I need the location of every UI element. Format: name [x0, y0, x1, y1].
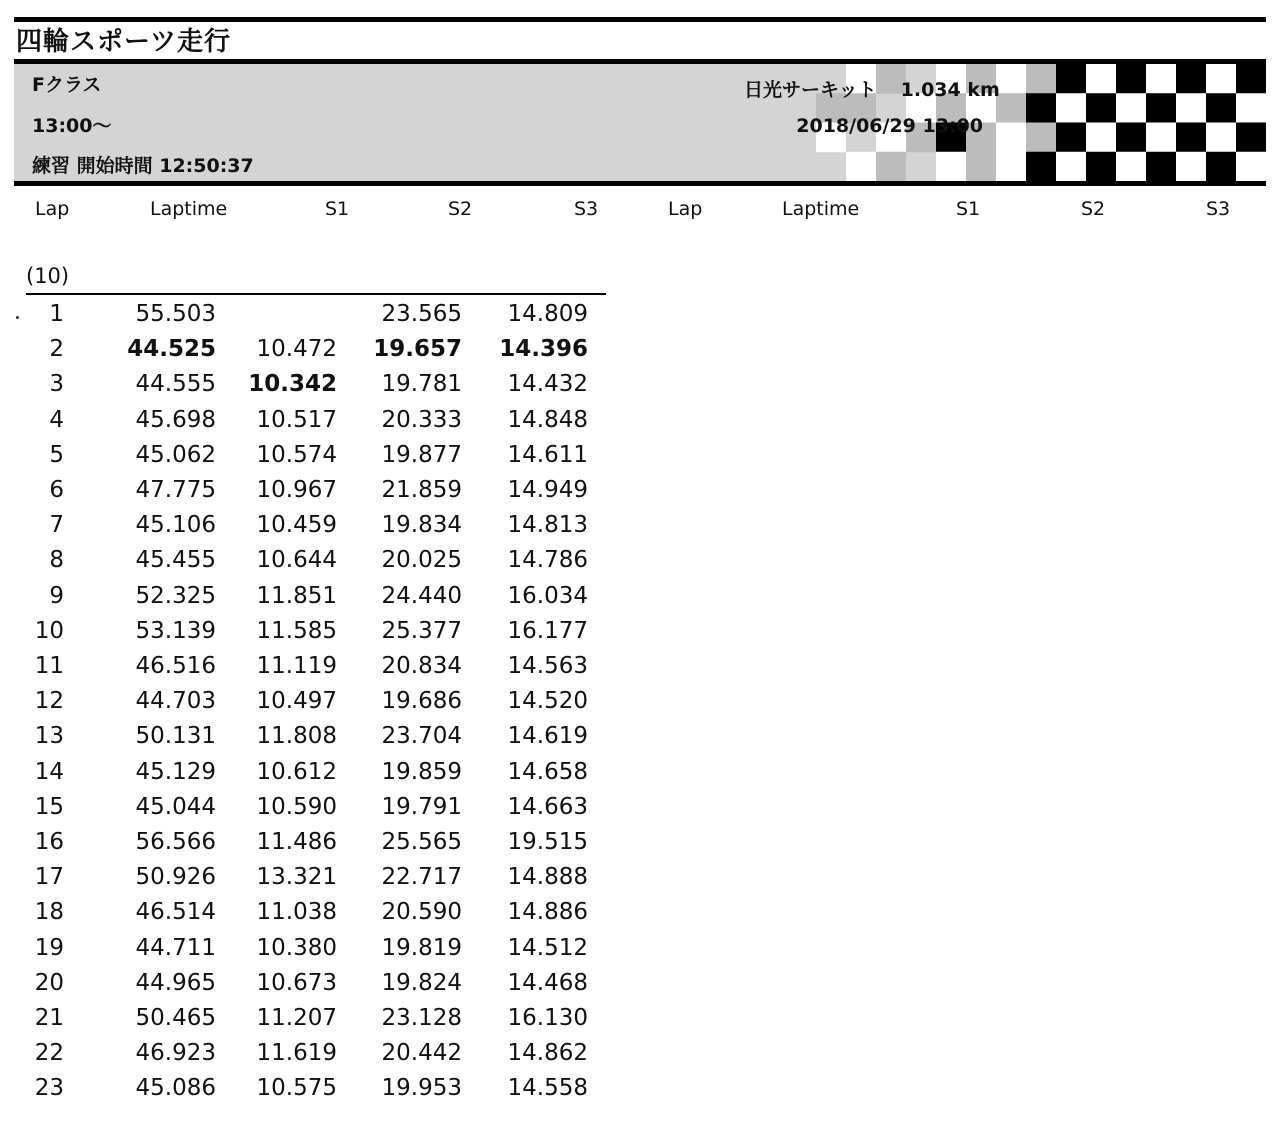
cell-laptime: 45.106 [135, 512, 216, 539]
cell-s3: 14.563 [507, 653, 588, 679]
circuit-info [744, 75, 1000, 102]
cell-lap: 4 [49, 406, 64, 433]
cell-s2: 25.565 [381, 829, 462, 855]
flag-square [846, 152, 876, 181]
flag-square [1146, 64, 1176, 94]
cell-s2: 20.025 [381, 547, 462, 574]
flag-square [1146, 152, 1176, 181]
flag-square [1206, 64, 1236, 94]
cell-lap: 8 [49, 547, 64, 574]
cell-s3: 14.468 [507, 969, 588, 996]
cell-s3: 16.034 [507, 582, 588, 609]
cell-s3: 14.619 [507, 723, 588, 750]
flag-square [1026, 64, 1056, 94]
cell-s1: 10.612 [256, 758, 337, 785]
cell-s1: 10.574 [256, 441, 337, 468]
start-time-label: 13:00〜 [32, 115, 112, 137]
cell-lap: 5 [49, 441, 64, 468]
cell-laptime: 55.503 [135, 301, 216, 327]
cell-s3: 14.786 [507, 547, 588, 574]
table-row [0, 649, 620, 684]
cell-s3: 14.520 [507, 688, 588, 715]
cell-s1: 11.619 [256, 1040, 337, 1067]
table-row [0, 790, 620, 825]
flag-square [1116, 64, 1146, 94]
cell-s3: 16.130 [507, 1005, 588, 1031]
flag-square [996, 64, 1026, 94]
cell-laptime: 44.555 [135, 371, 216, 398]
cell-lap: 23 [34, 1075, 64, 1102]
cell-s1: 13.321 [256, 864, 337, 891]
cell-s2: 19.824 [381, 969, 462, 996]
cell-s3: 14.658 [507, 758, 588, 785]
table-row [0, 579, 620, 614]
cell-s3: 19.515 [507, 829, 588, 855]
cell-s2: 19.834 [381, 512, 462, 539]
cell-s1: 11.038 [256, 899, 337, 926]
cell-s1: 10.673 [256, 969, 337, 996]
cell-s1: 10.472 [256, 336, 337, 363]
cell-lap: 22 [34, 1040, 64, 1067]
cell-s3: 14.862 [507, 1040, 588, 1067]
cell-laptime: 46.514 [135, 899, 216, 926]
cell-s2: 24.440 [381, 582, 462, 609]
col-header-s2-2: S2 [1081, 198, 1106, 220]
cell-lap: 15 [34, 793, 64, 820]
table-row [0, 825, 620, 860]
flag-square [1146, 93, 1176, 123]
flag-square [1056, 152, 1086, 181]
flag-square [1236, 93, 1266, 123]
flag-square [1236, 64, 1266, 94]
cell-s3: 14.558 [507, 1075, 588, 1102]
flag-square [966, 152, 996, 181]
cell-s2: 20.442 [381, 1040, 462, 1067]
cell-s2: 21.859 [381, 477, 462, 503]
cell-laptime: 53.139 [135, 617, 216, 644]
cell-s1: 10.517 [256, 406, 337, 433]
top-rule [14, 17, 1266, 22]
cell-laptime: 45.044 [135, 793, 216, 820]
cell-s1: 10.380 [256, 934, 337, 961]
flag-square [1056, 93, 1086, 123]
cell-lap: 14 [34, 758, 64, 785]
col-header-lap-2: Lap [668, 198, 703, 220]
cell-s2: 19.953 [381, 1075, 462, 1102]
cell-s1: 10.590 [256, 793, 337, 820]
table-row [0, 755, 620, 790]
flag-square [1206, 152, 1236, 181]
cell-s2: 19.657 [373, 336, 462, 363]
cell-lap: 10 [34, 617, 64, 644]
cell-lap: 9 [49, 582, 64, 609]
table-row [0, 473, 620, 508]
flag-square [1056, 123, 1086, 153]
table-row [0, 719, 620, 754]
cell-laptime: 45.062 [135, 441, 216, 468]
cell-lap: 13 [34, 723, 64, 750]
flag-square [1116, 123, 1146, 153]
cell-laptime: 46.516 [135, 653, 216, 679]
header-band [14, 59, 1266, 186]
flag-square [1176, 93, 1206, 123]
cell-s1: 10.644 [256, 547, 337, 574]
session-info: 練習 開始時間 12:50:37 [32, 155, 254, 177]
cell-s2: 25.377 [381, 617, 462, 644]
cell-s2: 20.333 [381, 406, 462, 433]
table-row [0, 543, 620, 578]
cell-s2: 19.781 [381, 371, 462, 398]
cell-laptime: 44.711 [135, 934, 216, 961]
cell-laptime: 56.566 [135, 829, 216, 855]
col-header-lap: Lap [35, 198, 70, 220]
flag-square [1026, 152, 1056, 181]
flag-square [1056, 64, 1086, 94]
cell-s1: 10.575 [256, 1075, 337, 1102]
cell-s3: 14.886 [507, 899, 588, 926]
cell-lap: 1 [49, 301, 64, 327]
flag-square [1086, 93, 1116, 123]
session-datetime: 2018/06/29 13:00 [796, 115, 983, 137]
table-row [0, 895, 620, 930]
cell-s2: 19.791 [381, 793, 462, 820]
col-header-s3-2: S3 [1206, 198, 1231, 220]
flag-square [1086, 152, 1116, 181]
page-title: 四輪スポーツ走行 [16, 27, 231, 57]
cell-s2: 23.704 [381, 723, 462, 750]
table-row [0, 1001, 620, 1036]
cell-lap: 11 [34, 653, 64, 679]
cell-laptime: 44.525 [127, 336, 216, 363]
table-row [0, 684, 620, 719]
flag-square [1086, 123, 1116, 153]
flag-square [1026, 93, 1056, 123]
cell-lap: 7 [49, 512, 64, 539]
flag-square [996, 93, 1026, 123]
table-row [0, 332, 620, 367]
cell-laptime: 52.325 [135, 582, 216, 609]
circuit-distance: 1.034 km [900, 79, 1000, 101]
group-rule [26, 293, 606, 295]
cell-s3: 14.396 [499, 336, 588, 363]
flag-square [1236, 152, 1266, 181]
flag-square [1176, 152, 1206, 181]
cell-s2: 20.834 [381, 653, 462, 679]
flag-square [1116, 93, 1146, 123]
table-row [0, 297, 620, 332]
cell-s1: 11.207 [256, 1005, 337, 1031]
cell-lap: 3 [49, 371, 64, 398]
class-name: Fクラス [32, 74, 102, 96]
cell-s1: 11.486 [256, 829, 337, 855]
cell-s3: 16.177 [507, 617, 588, 644]
group-label: (10) [26, 264, 70, 288]
cell-s1: 11.119 [256, 653, 337, 679]
table-row [0, 367, 620, 402]
cell-s1: 11.585 [256, 617, 337, 644]
flag-square [1236, 123, 1266, 153]
table-row [0, 438, 620, 473]
cell-s3: 14.848 [507, 406, 588, 433]
cell-s2: 19.877 [381, 441, 462, 468]
cell-s3: 14.512 [507, 934, 588, 961]
table-row [0, 1036, 620, 1071]
cell-s3: 14.611 [507, 441, 588, 468]
table-row [0, 860, 620, 895]
cell-laptime: 50.465 [135, 1005, 216, 1031]
flag-square [1176, 123, 1206, 153]
cell-lap: 17 [34, 864, 64, 891]
cell-s2: 19.686 [381, 688, 462, 715]
table-row [0, 508, 620, 543]
cell-laptime: 45.698 [135, 406, 216, 433]
col-header-laptime: Laptime [150, 198, 228, 220]
flag-square [1206, 123, 1236, 153]
cell-lap: 6 [49, 477, 64, 503]
cell-s3: 14.663 [507, 793, 588, 820]
flag-square [876, 152, 906, 181]
cell-lap: 16 [34, 829, 64, 855]
table-row [0, 403, 620, 438]
flag-square [996, 152, 1026, 181]
cell-s3: 14.813 [507, 512, 588, 539]
cell-laptime: 45.455 [135, 547, 216, 574]
cell-s1: 10.342 [248, 371, 337, 398]
flag-square [1086, 64, 1116, 94]
col-header-laptime-2: Laptime [782, 198, 860, 220]
col-header-s1-2: S1 [956, 198, 981, 220]
cell-s1: 11.808 [256, 723, 337, 750]
flag-square [1176, 64, 1206, 94]
cell-laptime: 44.703 [135, 688, 216, 715]
flag-square [1026, 123, 1056, 153]
col-header-s2: S2 [448, 198, 473, 220]
cell-s3: 14.432 [507, 371, 588, 398]
cell-s3: 14.949 [507, 477, 588, 503]
cell-s2: 20.590 [381, 899, 462, 926]
cell-laptime: 50.131 [135, 723, 216, 750]
cell-s1: 10.459 [256, 512, 337, 539]
flag-square [1116, 152, 1146, 181]
cell-s1: 10.967 [256, 477, 337, 503]
flag-square [936, 152, 966, 181]
cell-lap: 18 [34, 899, 64, 926]
cell-lap: 2 [49, 336, 64, 363]
flag-square [1206, 93, 1236, 123]
cell-s2: 19.859 [381, 758, 462, 785]
cell-s3: 14.809 [507, 301, 588, 327]
cell-laptime: 50.926 [135, 864, 216, 891]
cell-s2: 23.565 [381, 301, 462, 327]
table-row [0, 966, 620, 1001]
cell-s3: 14.888 [507, 864, 588, 891]
cell-laptime: 45.086 [135, 1075, 216, 1102]
cell-lap: 21 [34, 1005, 64, 1031]
cell-laptime: 47.775 [135, 477, 216, 503]
cell-laptime: 44.965 [135, 969, 216, 996]
cell-lap: 12 [34, 688, 64, 715]
flag-square [1146, 123, 1176, 153]
cell-lap: 20 [34, 969, 64, 996]
cell-s2: 19.819 [381, 934, 462, 961]
cell-s1: 10.497 [256, 688, 337, 715]
cell-s2: 23.128 [381, 1005, 462, 1031]
col-header-s1: S1 [325, 198, 350, 220]
cell-lap: 19 [34, 934, 64, 961]
cell-s1: 11.851 [256, 582, 337, 609]
table-row [0, 614, 620, 649]
cell-laptime: 46.923 [135, 1040, 216, 1067]
table-row [0, 931, 620, 966]
cell-s2: 22.717 [381, 864, 462, 891]
cell-laptime: 45.129 [135, 758, 216, 785]
col-header-s3: S3 [574, 198, 599, 220]
flag-square [996, 123, 1026, 153]
circuit-name: 日光サーキット [744, 79, 877, 101]
table-row [0, 1071, 620, 1106]
